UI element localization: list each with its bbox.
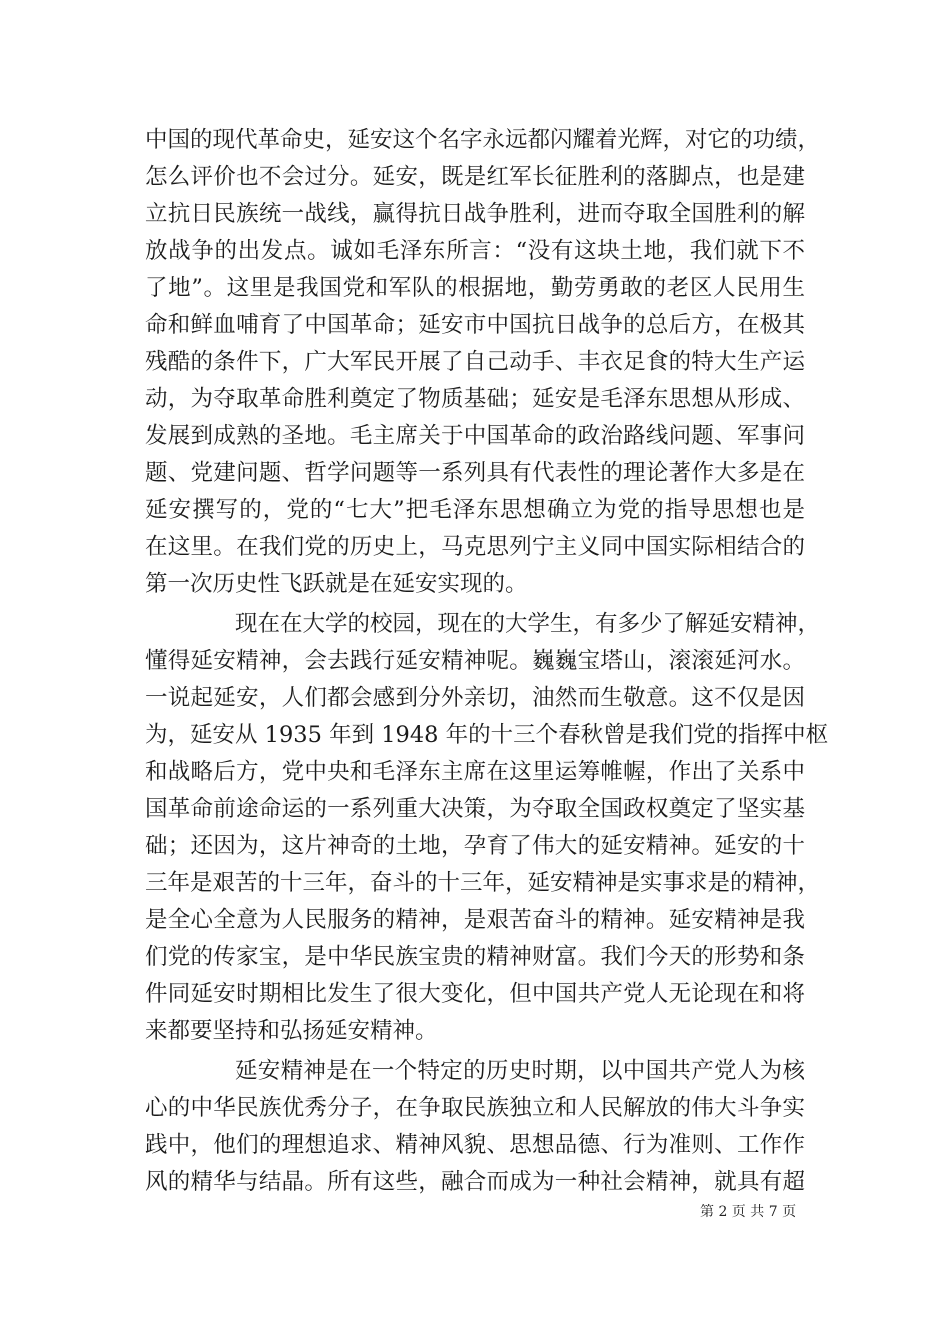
text-line: 中国的现代革命史，延安这个名字永远都闪耀着光辉，对它的功绩， — [145, 127, 821, 153]
text-line: 国革命前途命运的一系列重大决策，为夺取全国政权奠定了坚实基 — [145, 796, 805, 822]
text-line: 和战略后方，党中央和毛泽东主席在这里运筹帷幄，作出了关系中 — [145, 759, 805, 785]
text-line: 为，延安从 1935 年到 1948 年的十三个春秋曾是我们党的指挥中枢 — [145, 722, 829, 748]
text-line: 延安撰写的，党的“七大”把毛泽东思想确立为党的指导思想也是 — [145, 497, 805, 523]
text-line: 命和鲜血哺育了中国革命；延安市中国抗日战争的总后方，在极其 — [145, 312, 805, 338]
text-line: 立抗日民族统一战线，赢得抗日战争胜利，进而夺取全国胜利的解 — [145, 201, 805, 227]
text-line: 题、党建问题、哲学问题等一系列具有代表性的理论著作大多是在 — [145, 460, 805, 486]
text-line: 第一次历史性飞跃就是在延安实现的。 — [145, 571, 528, 597]
text-line: 一说起延安，人们都会感到分外亲切，油然而生敬意。这不仅是因 — [145, 685, 805, 711]
text-line: 是全心全意为人民服务的精神，是艰苦奋斗的精神。延安精神是我 — [145, 907, 805, 933]
text-line: 延安精神是在一个特定的历史时期，以中国共产党人为核 — [235, 1058, 805, 1084]
text-line: 了地”。这里是我国党和军队的根据地，勤劳勇敢的老区人民用生 — [145, 275, 805, 301]
page-number: 第 2 页 共 7 页 — [700, 1204, 797, 1220]
text-line: 怎么评价也不会过分。延安，既是红军长征胜利的落脚点，也是建 — [145, 164, 805, 190]
text-line: 现在在大学的校园，现在的大学生，有多少了解延安精神， — [235, 611, 821, 637]
text-line: 件同延安时期相比发生了很大变化，但中国共产党人无论现在和将 — [145, 981, 805, 1007]
text-line: 残酷的条件下，广大军民开展了自己动手、丰衣足食的特大生产运 — [145, 349, 805, 375]
text-line: 来都要坚持和弘扬延安精神。 — [145, 1018, 438, 1044]
text-line: 动，为夺取革命胜利奠定了物质基础；延安是毛泽东思想从形成、 — [145, 386, 805, 412]
text-line: 发展到成熟的圣地。毛主席关于中国革命的政治路线问题、军事问 — [145, 423, 805, 449]
text-line: 心的中华民族优秀分子，在争取民族独立和人民解放的伟大斗争实 — [145, 1095, 805, 1121]
text-line: 础；还因为，这片神奇的土地，孕育了伟大的延安精神。延安的十 — [145, 833, 805, 859]
text-line: 放战争的出发点。诚如毛泽东所言：“没有这块土地，我们就下不 — [145, 238, 805, 264]
text-line: 三年是艰苦的十三年，奋斗的十三年，延安精神是实事求是的精神， — [145, 870, 821, 896]
text-line: 在这里。在我们党的历史上，马克思列宁主义同中国实际相结合的 — [145, 534, 805, 560]
text-line: 风的精华与结晶。所有这些，融合而成为一种社会精神，就具有超 — [145, 1169, 805, 1195]
text-line: 懂得延安精神，会去践行延安精神呢。巍巍宝塔山，滚滚延河水。 — [145, 648, 805, 674]
text-line: 践中，他们的理想追求、精神风貌、思想品德、行为准则、工作作 — [145, 1132, 805, 1158]
text-line: 们党的传家宝，是中华民族宝贵的精神财富。我们今天的形势和条 — [145, 944, 805, 970]
